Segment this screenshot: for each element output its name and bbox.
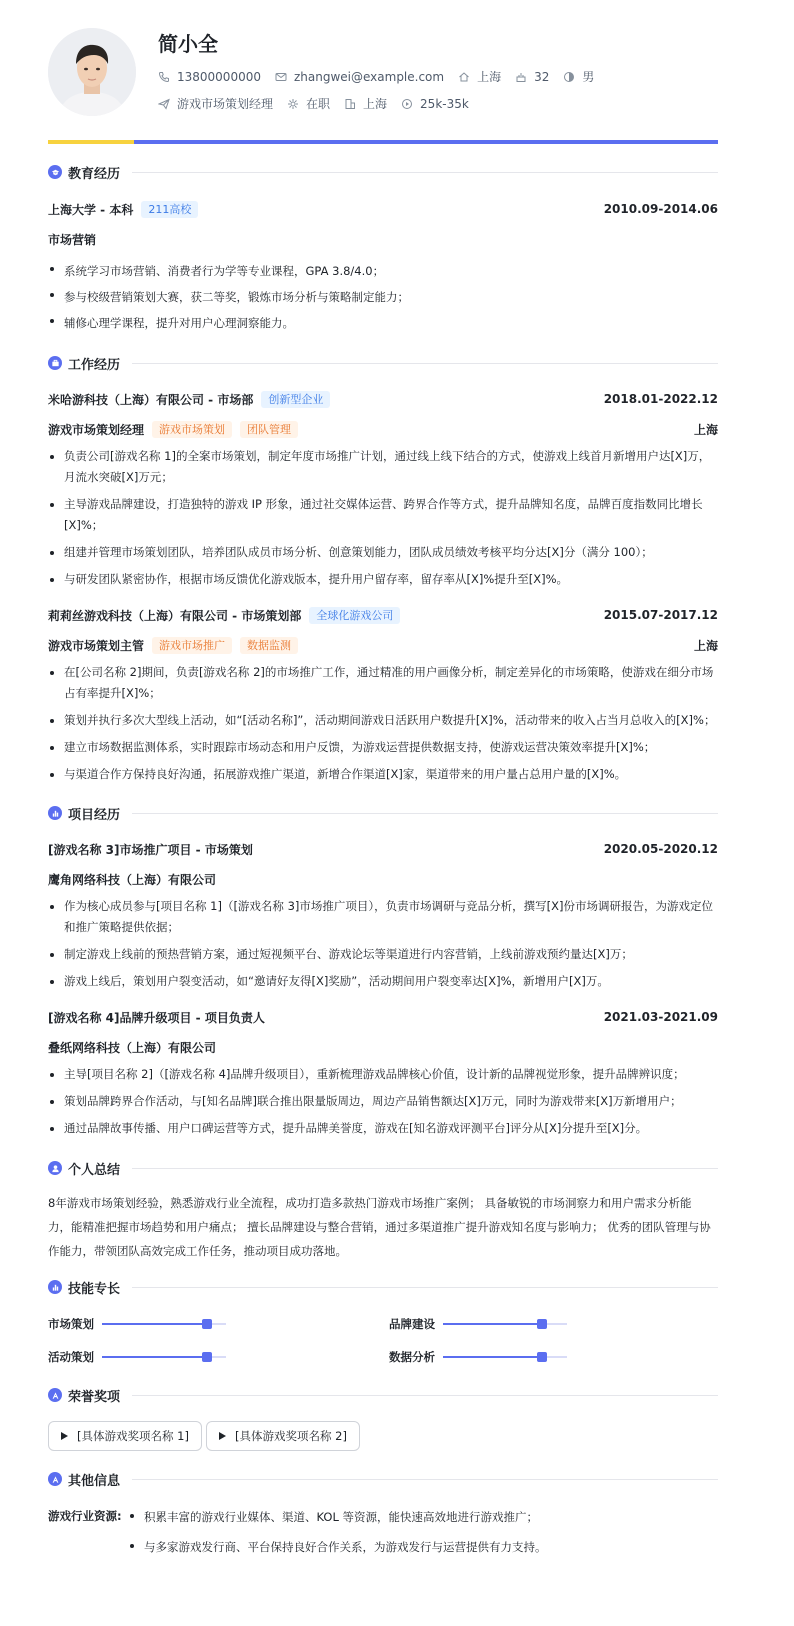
list-item: 建立市场数据监测体系，实时跟踪市场动态和用户反馈，为游戏运营提供数据支持，使游戏运营决策效率提升[X]%；	[48, 737, 718, 758]
user-icon	[48, 1161, 62, 1175]
school-tag: 211高校	[141, 201, 198, 218]
section-title: 荣誉奖项	[68, 1389, 121, 1405]
project-company: 鹰角网络科技（上海）有限公司	[48, 872, 217, 887]
award-chip[interactable]	[48, 1421, 202, 1451]
role-tag: 游戏市场策划	[152, 421, 232, 438]
list-item: 策划品牌跨界合作活动，与[知名品牌]联合推出限量版周边，周边产品销售额达[X]万元，同时为游戏带来[X]万新增用户；	[48, 1091, 718, 1112]
job-entry	[48, 605, 718, 785]
list-item: 与研发团队紧密协作，根据市场反馈优化游戏版本，提升用户留存率，留存率从[X]%提升至[X]%。	[48, 569, 718, 590]
list-item: 积累丰富的游戏行业媒体、渠道、KOL 等资源，能快速高效地进行游戏推广；	[128, 1505, 718, 1529]
award-chip[interactable]	[206, 1421, 360, 1451]
location-text: 上海	[477, 70, 502, 84]
job-date: 2018.01-2022.12	[603, 392, 718, 406]
list-item: 与渠道合作方保持良好沟通，拓展游戏推广渠道，新增合作渠道[X]家，渠道带来的用户量占总用户量的[X]%。	[48, 764, 718, 785]
job-role: 游戏市场策划主管	[48, 638, 145, 653]
skill-name: 数据分析	[389, 1350, 435, 1364]
section-title: 教育经历	[68, 166, 121, 182]
play-icon	[61, 1432, 68, 1440]
phone-icon	[158, 71, 170, 83]
home-icon	[458, 71, 470, 83]
education-section	[48, 162, 718, 336]
company-tag: 创新型企业	[261, 391, 330, 408]
section-title: 其他信息	[68, 1473, 121, 1489]
role-tag: 游戏市场推广	[152, 637, 232, 654]
projects-section	[48, 803, 718, 1139]
education-date: 2010.09-2014.06	[603, 202, 718, 216]
major: 市场营销	[48, 232, 97, 247]
salary-item	[401, 97, 469, 111]
list-item: 与多家游戏发行商、平台保持良好合作关系，为游戏发行与运营提供有力支持。	[128, 1535, 718, 1559]
section-title: 工作经历	[68, 357, 121, 373]
job-place: 上海	[693, 422, 718, 437]
list-item: 策划并执行多次大型线上活动，如“[活动名称]”，活动期间游戏日活跃用户数提升[X]%，活动带来的收入占当月总收入的[X]%；	[48, 710, 718, 731]
skill-knob	[537, 1319, 547, 1329]
city-item	[344, 95, 387, 112]
other-section	[48, 1469, 718, 1489]
skill-knob	[537, 1352, 547, 1362]
location-item	[458, 68, 501, 85]
job-intent-row	[158, 95, 483, 112]
skill-name: 活动策划	[48, 1350, 94, 1364]
project-entry	[48, 839, 718, 992]
age-text: 32	[534, 69, 550, 84]
list-item: 在[公司名称 2]期间，负责[游戏名称 2]的市场推广工作，通过精准的用户画像分析，制定差异化的市场策略，使游戏在细分市场 占有率提升[X]%；	[48, 662, 718, 704]
skill-bar	[443, 1323, 567, 1325]
job-place: 上海	[693, 638, 718, 653]
other-list	[128, 1505, 718, 1559]
project-entry	[48, 1007, 718, 1139]
salary-text: 25k-35k	[420, 96, 469, 111]
status-text: 在职	[306, 97, 331, 111]
skill-item	[48, 1349, 226, 1365]
briefcase-icon	[48, 356, 62, 370]
skill-item	[389, 1349, 567, 1365]
list-item: 主导游戏品牌建设，打造独特的游戏 IP 形象，通过社交媒体运营、跨界合作等方式，提升品牌知名度，品牌百度指数同比增长 [X]%；	[48, 494, 718, 536]
project-date: 2020.05-2020.12	[603, 842, 718, 856]
graduation-icon	[48, 165, 62, 179]
list-item: 通过品牌故事传播、用户口碑运营等方式，提升品牌美誉度，游戏在[知名游戏评测平台]评分从[X]分提升至[X]分。	[48, 1118, 718, 1139]
job-role: 游戏市场策划经理	[48, 422, 145, 437]
skill-bar	[102, 1356, 226, 1358]
bar-chart-icon	[48, 1280, 62, 1294]
list-item: 游戏上线后，策划用户裂变活动，如“邀请好友得[X]奖励”，活动期间用户裂变率达[X]%，新增用户[X]万。	[48, 971, 718, 992]
list-item: 参与校级营销策划大赛，获二等奖，锻炼市场分析与策略制定能力；	[48, 284, 718, 310]
list-item: 系统学习市场营销、消费者行为学等专业课程，GPA 3.8/4.0；	[48, 258, 718, 284]
salary-icon	[401, 98, 413, 110]
play-icon	[219, 1432, 226, 1440]
building-icon	[344, 98, 356, 110]
candidate-name: 简小全	[158, 32, 218, 56]
skill-name: 品牌建设	[389, 1317, 435, 1331]
mail-icon	[275, 71, 287, 83]
section-title: 技能专长	[68, 1281, 121, 1297]
project-company: 叠纸网络科技（上海）有限公司	[48, 1040, 217, 1055]
gender-text: 男	[582, 70, 595, 84]
skill-knob	[202, 1319, 212, 1329]
contact-row	[158, 68, 608, 85]
award-label: [具体游戏奖项名称 2]	[235, 1429, 347, 1443]
award-icon	[48, 1388, 62, 1402]
header-divider	[48, 140, 718, 144]
summary-section	[48, 1158, 718, 1263]
skill-item	[48, 1316, 226, 1332]
age-item	[515, 70, 549, 84]
position-item	[158, 95, 273, 112]
avatar	[48, 28, 136, 116]
cake-icon	[515, 71, 527, 83]
other-label: 游戏行业资源:	[48, 1509, 122, 1523]
skill-item	[389, 1316, 567, 1332]
project-date: 2021.03-2021.09	[603, 1010, 718, 1024]
list-item: 组建并管理市场策划团队，培养团队成员市场分析、创意策划能力，团队成员绩效考核平均分达[X]分（满分 100）；	[48, 542, 718, 563]
phone-item[interactable]	[158, 70, 261, 84]
gender-icon	[563, 71, 575, 83]
work-section	[48, 353, 718, 785]
city-text: 上海	[363, 97, 388, 111]
job-date: 2015.07-2017.12	[603, 608, 718, 622]
position-text: 游戏市场策划经理	[177, 97, 274, 111]
skill-name: 市场策划	[48, 1317, 94, 1331]
list-item: 制定游戏上线前的预热营销方案，通过短视频平台、游戏论坛等渠道进行内容营销，上线前游戏预约量达[X]万；	[48, 944, 718, 965]
skill-knob	[202, 1352, 212, 1362]
company-name: 米哈游科技（上海）有限公司 - 市场部	[48, 392, 254, 407]
phone-text: 13800000000	[177, 69, 261, 84]
school-name: 上海大学 - 本科	[48, 202, 134, 217]
award-label: [具体游戏奖项名称 1]	[77, 1429, 189, 1443]
skill-bar	[102, 1323, 226, 1325]
section-title: 个人总结	[68, 1162, 121, 1178]
job-entry	[48, 389, 718, 590]
awards-section	[48, 1385, 718, 1405]
section-title: 项目经历	[68, 807, 121, 823]
list-item: 主导[项目名称 2]（[游戏名称 4]品牌升级项目），重新梳理游戏品牌核心价值，设计新的品牌视觉形象，提升品牌辨识度；	[48, 1064, 718, 1085]
project-name: [游戏名称 3]市场推广项目 - 市场策划	[48, 842, 253, 857]
list-item: 作为核心成员参与[项目名称 1]（[游戏名称 3]市场推广项目），负责市场调研与竞品分析，撰写[X]份市场调研报告，为游戏定位 和推广策略提供依据；	[48, 896, 718, 938]
email-text: zhangwei@example.com	[293, 69, 445, 84]
award-icon	[48, 1472, 62, 1486]
role-tag: 数据监测	[240, 637, 298, 654]
list-item: 负责公司[游戏名称 1]的全案市场策划，制定年度市场推广计划，通过线上线下结合的方式，使游戏上线首月新增用户达[X]万， 月流水突破[X]万元；	[48, 446, 718, 488]
gender-item	[563, 68, 594, 85]
status-item	[287, 95, 330, 112]
company-tag: 全球化游戏公司	[309, 607, 400, 624]
bar-chart-icon	[48, 806, 62, 820]
skill-bar	[443, 1356, 567, 1358]
send-icon	[158, 98, 170, 110]
list-item: 辅修心理学课程，提升对用户心理洞察能力。	[48, 310, 718, 336]
company-name: 莉莉丝游戏科技（上海）有限公司 - 市场策划部	[48, 608, 302, 623]
email-item[interactable]	[275, 70, 444, 84]
skills-section	[48, 1277, 718, 1297]
project-name: [游戏名称 4]品牌升级项目 - 项目负责人	[48, 1010, 265, 1025]
summary-text: 8年游戏市场策划经验，熟悉游戏行业全流程，成功打造多款热门游戏市场推广案例； 具备敏锐的市场洞察力和用户需求分析能 力，能精准把握市场趋势和用户痛点； 擅长品牌建设与整合营销，通过多渠道推广提升游戏知名度与影响力； 优秀的团队管理与协 作能力，带领团队高效完成工作任务，推动项目成功落地。	[48, 1196, 711, 1258]
role-tag: 团队管理	[240, 421, 298, 438]
settings-icon	[287, 98, 299, 110]
